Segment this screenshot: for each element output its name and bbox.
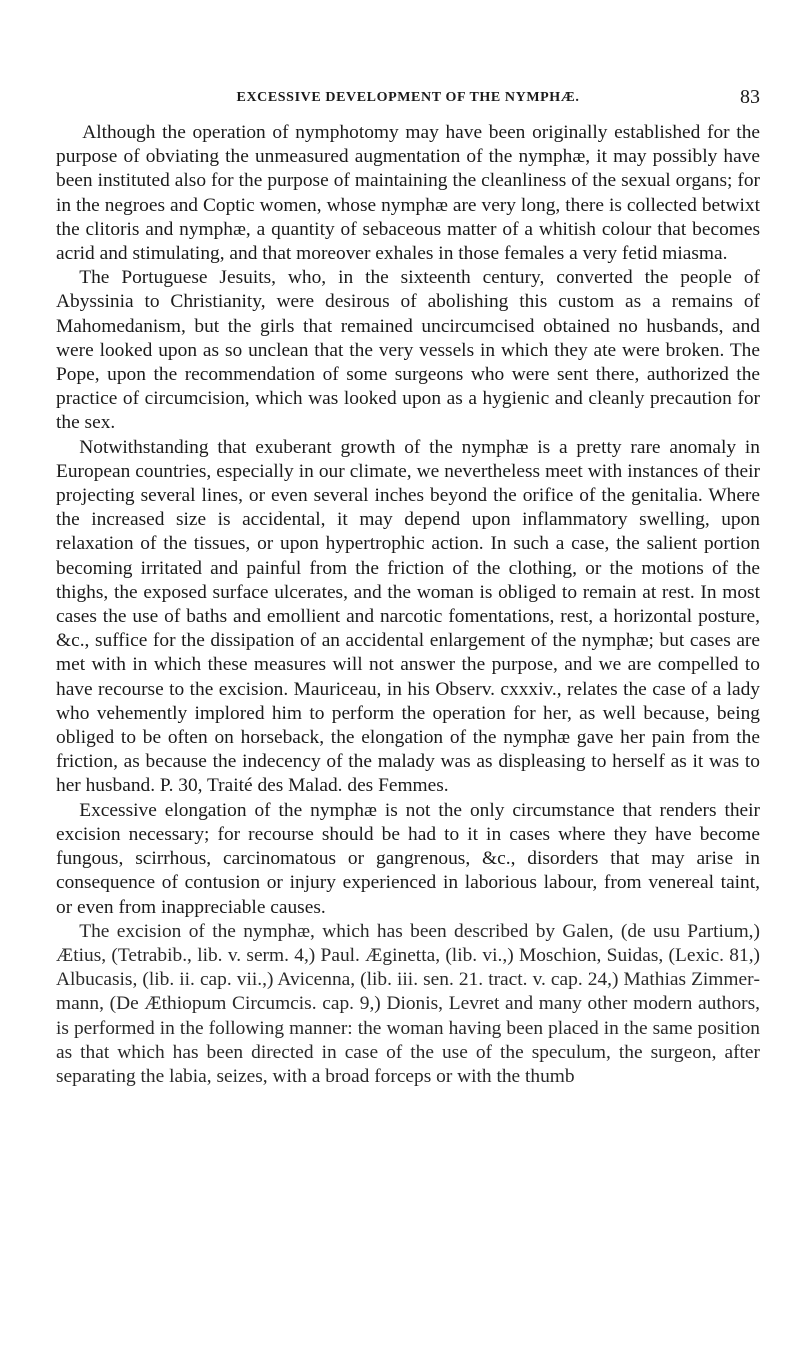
paragraph-excision-method: The excision of the nymphæ, which has been described by Galen, (de usu Partium,) Ætius, (Tetrabib., lib. v. serm. 4,) Paul. Æginetta, (lib. vi.,) Moschion, Suidas, (Lexic. 81,) Albucasis, (lib. ii. cap. vii.,) Avicenna, (lib. iii. sen. 21. tract. v. cap. 24,) Mathias Zimmermann, (De Æthiopum Circumcis. cap. 9,) Dionis, Levret and many other modern authors, is performed in the following manner: the woman having been placed in the same position as that which has been directed in case of the use of the speculum, the surgeon, after separating the labia, seizes, with a broad forceps or with the thumb [56, 920, 760, 1087]
body-text [56, 121, 760, 1089]
page-number: 83 [740, 86, 760, 108]
paragraph-portuguese-jesuits: The Portuguese Jesuits, who, in the sixteenth century, converted the people of Abyssinia to Christianity, were desirous of abolishing this custom as a remains of Mahomedanism, but the girls that remained uncircumcised obtained no husbands, and were looked upon as so unclean that the very vessels in which they ate were broken. The Pope, upon the recommendation of some surgeons who were sent there, authorized the practice of circumcision, which was looked upon as a hygienic and cleanly precaution for the sex. [56, 267, 760, 434]
running-title: EXCESSIVE DEVELOPMENT OF THE NYMPHÆ. [236, 90, 580, 105]
paragraph-nymphotomy-purpose: Although the operation of nymphotomy may have been originally established for the purpose of obviating the unmeasured augmentation of the nymphæ, it may possibly have been instituted also for the purpose of maintaining the cleanliness of the sexual organs; for in the negroes and Coptic women, whose nymphæ are very long, there is collected betwixt the clitoris and nymphæ, a quantity of sebaceous matter of a whitish colour that becomes acrid and stimulating, and that moreover exhales in those females a very fetid miasma. [56, 122, 760, 265]
paragraph-european-anomaly: Notwithstanding that exuberant growth of the nymphæ is a pretty rare anomaly in European countries, especially in our climate, we nevertheless meet with instances of their projecting several lines, or even several inches beyond the orifice of the genitalia. Where the increased size is accidental, it may depend upon inflammatory swelling, upon relaxation of the tissues, or upon hypertrophic action. In such a case, the salient portion becoming irritated and painful from the friction of the clothing, or the motions of the thighs, the exposed surface ulcerates, and the woman is obliged to remain at rest. In most cases the use of baths and emollient and narcotic fomentations, rest, a horizontal posture, &c., suffice for the dissipation of an accidental enlargement of the nymphæ; but cases are met with in which these measures will not answer the purpose, and we are compelled to have recourse to the excision. Mauriceau, in his Observ. cxxxiv., relates the case of a lady who vehemently implored him to perform the operation for her, as well because, being obliged to be often on horseback, the elongation of the nymphæ gave her pain from the friction, as because the indecency of the malady was as displeasing to herself as it was to her husband. P. 30, Traité des Malad. des Femmes. [56, 436, 760, 797]
running-head [56, 86, 760, 112]
paragraph-excision-necessity: Excessive elongation of the nymphæ is not the only circumstance that renders their excision necessary; for recourse should be had to it in cases where they have become fungous, scirrhous, carcinomatous or gangrenous, &c., disorders that may arise in consequence of contusion or injury experienced in laborious labour, from venereal taint, or even from inappreciable causes. [56, 799, 760, 918]
